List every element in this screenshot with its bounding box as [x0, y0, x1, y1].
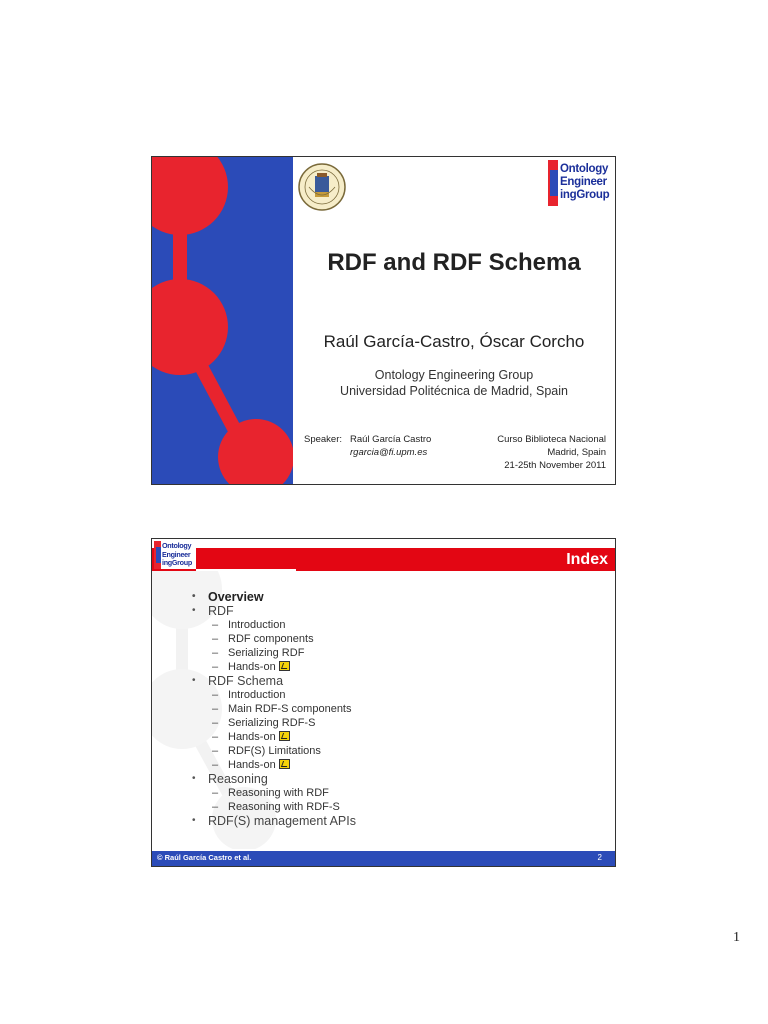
index-item-label: Reasoning	[208, 772, 268, 786]
logo-blue-bar	[550, 170, 558, 196]
event-line-1: Curso Biblioteca Nacional	[497, 434, 606, 445]
index-subitem	[192, 646, 592, 660]
index-item-label: Serializing RDF	[228, 647, 305, 659]
header-accent-line	[196, 569, 296, 571]
slide-title: RDF and RDF Schema	[327, 249, 581, 276]
index-subitem	[192, 702, 592, 716]
index-item-label: Reasoning with RDF	[228, 787, 329, 799]
oeg-logo	[154, 541, 196, 569]
dash-marker: –	[212, 647, 219, 659]
dash-marker: –	[212, 661, 219, 673]
bullet-icon: •	[192, 675, 196, 686]
event-line-3: 21-25th November 2011	[504, 460, 606, 471]
index-item	[192, 604, 592, 618]
speaker-label: Speaker:	[304, 434, 343, 445]
logo-line-1: Ontology	[560, 163, 609, 175]
index-subitem	[192, 632, 592, 646]
index-subitem	[192, 758, 592, 772]
bullet-icon: •	[192, 773, 196, 784]
organization	[304, 367, 604, 399]
dash-marker: –	[212, 759, 219, 771]
index-subitem	[192, 744, 592, 758]
slide-title: Index	[566, 551, 608, 568]
bullet-icon: •	[192, 591, 196, 602]
index-item-label: Introduction	[228, 619, 286, 631]
dash-marker: –	[212, 703, 219, 715]
index-slide	[151, 538, 616, 867]
organization-line-1: Ontology Engineering Group	[374, 368, 534, 382]
molecule-graphic	[152, 157, 293, 484]
page-number: 1	[733, 930, 740, 945]
organization-line-2: Universidad Politécnica de Madrid, Spain	[340, 384, 568, 398]
speaker-email: rgarcia@fi.upm.es	[350, 447, 428, 458]
index-item-label: Introduction	[228, 689, 286, 701]
university-seal-icon	[297, 161, 347, 213]
index-item-label: RDF(S) Limitations	[228, 745, 321, 757]
index-item-label: Main RDF-S components	[228, 703, 352, 715]
logo-line-3: ingGroup	[560, 189, 610, 201]
hands-on-icon	[279, 759, 290, 769]
index-subitem	[192, 688, 592, 702]
title-slide	[151, 156, 616, 485]
index-item-label: Hands-on	[228, 731, 276, 743]
dash-marker: –	[212, 801, 219, 813]
oeg-logo	[548, 160, 612, 206]
index-item-label: Hands-on	[228, 661, 276, 673]
logo-line-2: Engineer	[162, 549, 191, 559]
bullet-icon: •	[192, 605, 196, 616]
bullet-icon: •	[192, 815, 196, 826]
index-item	[192, 674, 592, 688]
hands-on-icon	[279, 661, 290, 671]
dash-marker: –	[212, 633, 219, 645]
index-subitem	[192, 716, 592, 730]
speaker-name: Raúl García Castro	[350, 434, 432, 445]
index-item-label: Hands-on	[228, 759, 276, 771]
footer-copyright: © Raúl García Castro et al.	[157, 853, 252, 862]
dash-marker: –	[212, 745, 219, 757]
index-item-label: RDF components	[228, 633, 314, 645]
index-subitem	[192, 786, 592, 800]
index-item-label: Reasoning with RDF-S	[228, 801, 340, 813]
index-item-label: RDF	[208, 604, 234, 618]
logo-line-1: Ontology	[162, 541, 192, 550]
event-line-2: Madrid, Spain	[547, 447, 606, 458]
index-item-label: RDF Schema	[208, 674, 284, 688]
index-item-label: RDF(S) management APIs	[208, 814, 356, 828]
index-item	[192, 814, 592, 828]
speaker-info	[304, 433, 464, 459]
index-subitem	[192, 800, 592, 814]
index-subitem	[192, 660, 592, 674]
index-subitem	[192, 618, 592, 632]
logo-line-3: ingGroup	[162, 558, 192, 568]
dash-marker: –	[212, 717, 219, 729]
dash-marker: –	[212, 619, 219, 631]
index-list	[192, 590, 592, 828]
dash-marker: –	[212, 731, 219, 743]
index-item	[192, 772, 592, 786]
index-item-label: Overview	[208, 590, 264, 604]
slide-authors: Raúl García-Castro, Óscar Corcho	[323, 332, 585, 351]
dash-marker: –	[212, 787, 219, 799]
index-item-label: Serializing RDF-S	[228, 717, 316, 729]
hands-on-icon	[279, 731, 290, 741]
event-info	[452, 433, 606, 472]
logo-line-2: Engineer	[560, 176, 607, 188]
index-item	[192, 590, 592, 604]
footer-page-number: 2	[597, 853, 602, 862]
logo-blue-bar	[156, 547, 161, 563]
dash-marker: –	[212, 689, 219, 701]
index-subitem	[192, 730, 592, 744]
